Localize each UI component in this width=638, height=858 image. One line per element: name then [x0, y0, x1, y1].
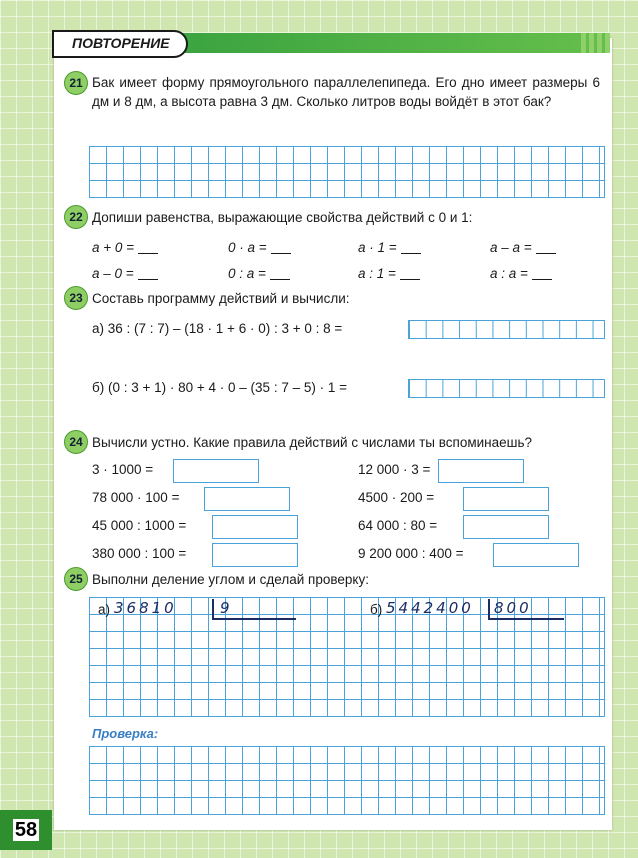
calc-right-4: 9 200 000 : 400 = [358, 546, 464, 561]
task-number-24: 24 [64, 430, 88, 454]
division-a-dividend: 36810 [114, 599, 177, 617]
task-number-25: 25 [64, 567, 88, 591]
division-b-label: б) [370, 602, 383, 617]
blank[interactable] [138, 279, 158, 280]
blank[interactable] [536, 253, 556, 254]
task-24-text: Вычисли устно. Какие правила действий с числами ты вспоминаешь? [92, 435, 532, 450]
answer-box[interactable] [463, 515, 549, 539]
division-bracket-b [488, 599, 490, 619]
task-25-text: Выполни деление углом и сделай проверку: [92, 572, 369, 587]
header-stripes [581, 33, 610, 53]
answer-box[interactable] [493, 543, 579, 567]
blank[interactable] [270, 279, 290, 280]
division-bracket-a [212, 599, 214, 619]
task-23-text: Составь программу действий и вычисли: [92, 291, 350, 306]
expression-b: б) (0 : 3 + 1) · 80 + 4 · 0 – (35 : 7 – 5) · 1 = [92, 380, 347, 395]
answer-cells-23b[interactable] [408, 379, 605, 398]
calc-left-4: 380 000 : 100 = [92, 546, 187, 561]
answer-box[interactable] [212, 543, 298, 567]
equation-a-div-1: a : 1 = [358, 266, 396, 281]
section-title: ПОВТОРЕНИЕ [52, 30, 188, 58]
division-a-divisor: 9 [220, 599, 233, 617]
answer-box[interactable] [463, 487, 549, 511]
division-line-b [488, 618, 564, 620]
task-number-21: 21 [64, 71, 88, 95]
blank[interactable] [271, 253, 291, 254]
calc-left-3: 45 000 : 1000 = [92, 518, 187, 533]
division-a-label: а) [98, 602, 111, 617]
blank[interactable] [532, 279, 552, 280]
equation-0-times-a: 0 · a = [228, 240, 267, 255]
equation-a-div-a: a : a = [490, 266, 528, 281]
answer-box[interactable] [204, 487, 290, 511]
task-22-text: Допиши равенства, выражающие свойства действий с 0 и 1: [92, 210, 473, 225]
task-21-text: Бак имеет форму прямоугольного параллелепипеда. Его дно имеет размеры 6 дм и 8 дм, а высота равна 3 дм. Сколько литров воды войдёт в этот бак? [92, 75, 600, 109]
calc-right-3: 64 000 : 80 = [358, 518, 438, 533]
task-number-23: 23 [64, 286, 88, 310]
answer-box[interactable] [438, 459, 524, 483]
calc-left-2: 78 000 · 100 = [92, 490, 180, 505]
calc-left-1: 3 · 1000 = [92, 462, 154, 477]
division-line-a [212, 618, 296, 620]
calc-right-2: 4500 · 200 = [358, 490, 435, 505]
equation-a-plus-0: a + 0 = [92, 240, 135, 255]
division-b-divisor: 800 [494, 599, 532, 617]
expression-a: а) 36 : (7 : 7) – (18 · 1 + 6 · 0) : 3 + 0 : 8 = [92, 321, 343, 336]
blank[interactable] [400, 279, 420, 280]
division-b-dividend: 5442400 [386, 599, 474, 617]
equation-a-minus-a: a – a = [490, 240, 532, 255]
answer-box[interactable] [212, 515, 298, 539]
equation-a-minus-0: a – 0 = [92, 266, 134, 281]
equation-0-div-a: 0 : a = [228, 266, 266, 281]
calc-right-1: 12 000 · 3 = [358, 462, 431, 477]
answer-grid-21[interactable] [89, 146, 605, 198]
task-number-22: 22 [64, 205, 88, 229]
check-grid[interactable] [89, 746, 605, 815]
page-number: 58 [0, 810, 52, 850]
answer-cells-23a[interactable] [408, 320, 605, 339]
blank[interactable] [401, 253, 421, 254]
answer-box[interactable] [173, 459, 259, 483]
equation-a-times-1: a · 1 = [358, 240, 397, 255]
check-label: Проверка: [92, 726, 159, 741]
blank[interactable] [138, 253, 158, 254]
